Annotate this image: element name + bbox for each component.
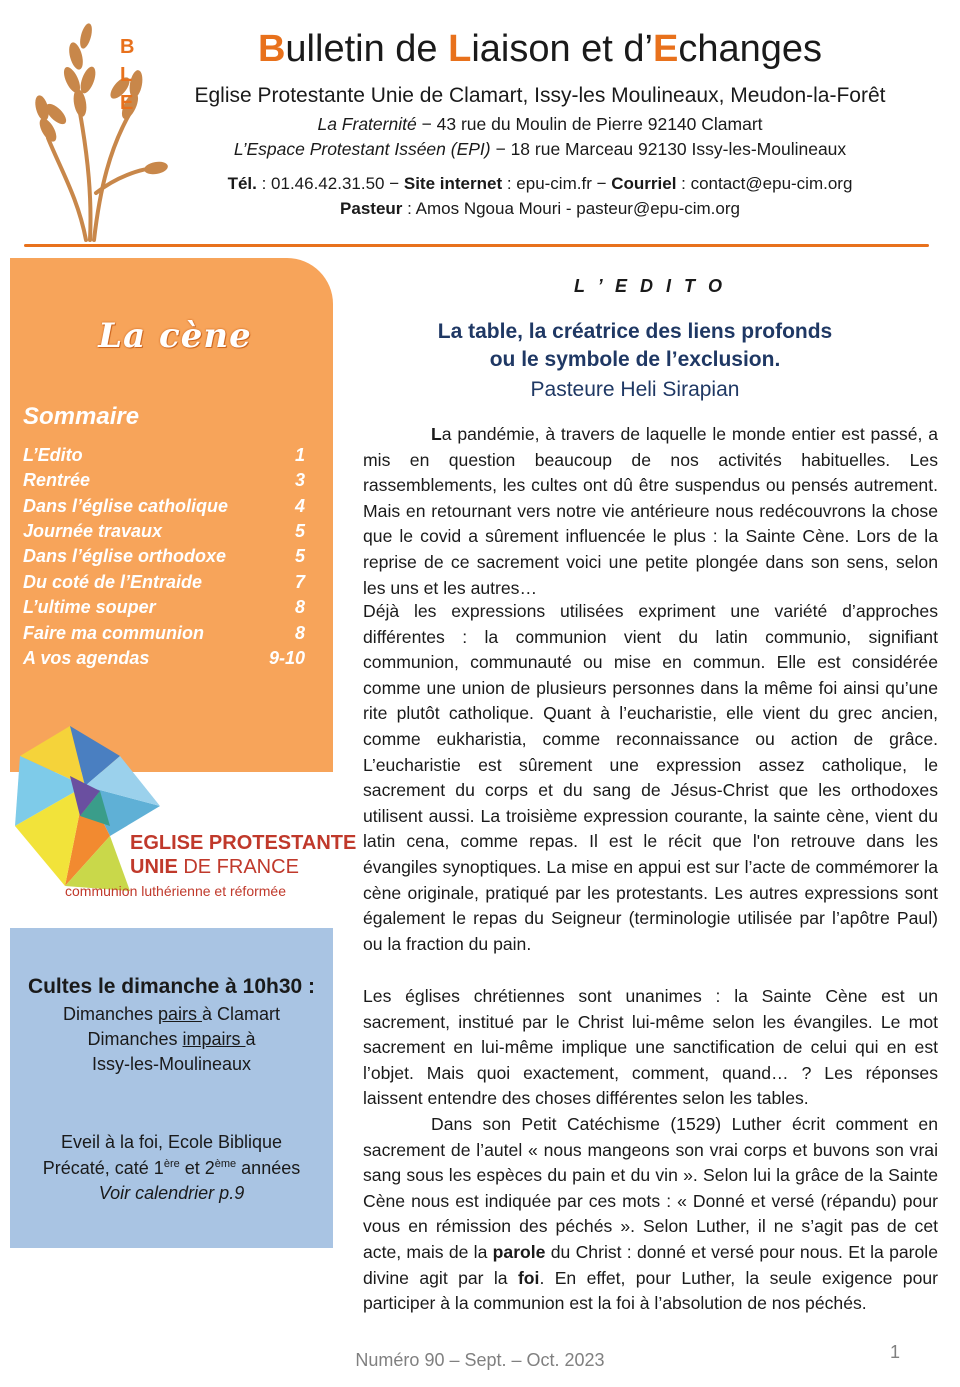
address-issy [160,139,920,160]
toc-label: Dans l’église orthodoxe [23,546,227,566]
services-odd [10,1029,333,1050]
toc-item[interactable] [23,623,305,644]
epu-logo [10,716,357,906]
article-title-line2: ou le symbole de l’exclusion. [489,348,781,371]
toc-item[interactable] [23,572,305,593]
toc-label: L’Edito [23,445,83,465]
page-number: 1 [890,1342,901,1362]
paragraph-text: Dans son Petit Catéchisme (1529) Luther écrit comment en sacrement de l’autel « nous mangeons son vrai corps et buvons son vrai sang sous les espèces du pain et du vin ». Selon lui la grâce de la Sainte Cène nous est indiquée par ces mots : « Donné et versé (répandu) pour vous en rémission des péchés ». Selon Luther, il ne s’agit pas de cet acte, mais de la [363,1114,938,1262]
pastor-line [120,199,960,219]
services-title: Cultes le dimanche à 10h30 : [27,975,316,998]
services-text: années [236,1158,301,1178]
summary-title: Sommaire [23,403,140,430]
toc-page: 9-10 [268,648,305,668]
paragraph-text: . En effet, pour Luther, la seule exigence pour participer à la communion est la foi à l’absolution de nos péchés. [363,1267,938,1314]
address-place: La Fraternité [317,114,417,134]
ble-letter: L [120,64,133,86]
epu-line2b: DE FRANCE [183,856,299,878]
epu-line2a: UNIE [130,856,184,878]
issue-number: Numéro 90 – Sept. – Oct. 2023 [355,1350,605,1370]
bold-word: foi [517,1267,540,1288]
toc-label: Du coté de l’Entraide [23,572,203,592]
services-activities: Eveil à la foi, Ecole Biblique [60,1132,283,1152]
services-calendar-link[interactable]: Voir calendrier p.9 [98,1183,245,1203]
epu-line1: EGLISE PROTESTANTE [130,832,357,854]
paragraph-text: du Christ : donné et versé pour nous. Et la parole divine agit par la [363,1241,938,1288]
toc-item[interactable] [23,445,305,466]
services-text: à Clamart [202,1004,281,1024]
title-text: ulletin de [285,28,449,70]
title-initial: B [257,28,286,70]
contact-line [120,174,960,194]
address-place: L’Espace Protestant Isséen (EPI) [233,139,491,159]
title-text: iaison et d’ [471,28,653,70]
site-label: Site internet [403,174,503,193]
ble-letter: B [120,36,135,58]
address-clamart [160,114,920,135]
toc-page: 7 [294,572,305,592]
epu-line3: communion luthérienne et réformée [65,883,287,899]
toc-label: Faire ma communion [23,623,205,643]
toc-page: 8 [294,597,305,617]
toc-page: 5 [294,546,305,566]
dropcap: L [431,424,442,444]
bold-word: parole [492,1241,546,1262]
section-heading: L ’ E D I T O [573,276,726,296]
toc-page: 8 [294,623,305,643]
paragraph-text: a pandémie, à travers de laquelle le monde entier est passé, a mis en question beaucoup de nos activités habituelles. Les rassemblements, les cultes ont dû être suspendus ou pensés autrement. Mais en retournant vers notre vie antérieure nous redécouvrons la chose que le covid a sûrement influencée le plus : la Sainte Cène. Lors de la reprise de ce sacrement voici une petite plongée dans son sens, selon les uns et les autres… [363,424,938,598]
mail-value[interactable]: : contact@epu-cim.org [676,174,853,193]
title-initial: L [448,28,472,70]
services-text: Dimanches [87,1029,183,1049]
bulletin-title [180,28,900,71]
article-title-line1: La table, la créatrice des liens profonds [437,320,833,343]
epu-line2 [130,856,299,878]
article-paragraph [363,1112,938,1317]
toc-page: 4 [294,496,305,516]
services-underline: pairs [158,1004,203,1024]
toc-item[interactable] [23,521,305,542]
services-text: à [245,1029,256,1049]
services-text: Précaté, caté 1 [42,1158,164,1178]
toc-page: 5 [294,521,305,541]
toc-item[interactable] [23,496,305,517]
toc-item[interactable] [23,546,305,567]
toc-label: Journée travaux [23,521,163,541]
services-sup: ème [214,1158,237,1170]
address-text: − 18 rue Marceau 92130 Issy-les-Moulineaux [490,139,847,159]
title-text: changes [678,28,823,70]
tel-value: : 01.46.42.31.50 − [256,174,404,193]
tel-label: Tél. [227,174,257,193]
issue-theme: La cène [98,316,252,356]
site-value[interactable]: : epu-cim.fr − [502,174,612,193]
services-sup: ère [163,1158,180,1170]
toc-item[interactable] [23,597,305,618]
title-initial: E [652,28,679,70]
services-text: et 2 [179,1158,215,1178]
header-divider [24,244,929,247]
mail-label: Courriel [611,174,677,193]
toc-item[interactable] [23,648,305,669]
services-even [10,1004,333,1025]
article-paragraph: Déjà les expressions utilisées expriment une variété d’approches différentes : la communion vient du latin communio, signifiant communion, communauté ou mise en commun. Elle est considérée comme une union de plusieurs personnes dans la même foi ainsi qu’une rite plutôt catholique. Quant à l’eucharistie, elle vient du grec ancien, comme eukharistia, comme reconnaissance ou action de grâce. L’eucharistie est sûrement une expression assez catholique, le sacrement du corps et du sang de Jésus-Christ que les orthodoxes utilisent aussi. La troisième expression courante, la sainte cène, vient du latin cena, comme repas. Il est le récit que l'on retrouve dans les évangiles synoptiques. La mise en appui est sur l’acte de commémorer la cène originale, pratiqué par les protestants. Les autres expressions sont également le repas du Seigneur (terminologie utilisée par l’apôtre Paul) ou la fraction du pain. [363,601,938,954]
address-text: − 43 rue du Moulin de Pierre 92140 Clamart [416,114,763,134]
article-paragraph: Les églises chrétiennes sont unanimes : la Sainte Cène est un sacrement, institué par le Christ lui-même selon les évangiles. Le mot sacrement en lui-même implique une sanctification de celui qui en est l’objet. Mais quoi exactement, comment, quand… ? Les réponses laissent entendre des choses différentes selon les tables. [363,986,938,1109]
article-author: Pasteure Heli Sirapian [530,378,740,401]
toc-item[interactable] [23,470,305,491]
services-place: Issy-les-Moulineaux [91,1054,252,1074]
ble-letter: E [120,92,134,114]
toc-label: Rentrée [23,470,91,490]
article-paragraph [363,422,938,601]
toc-label: A vos agendas [23,648,150,668]
services-catechism [10,1158,333,1179]
toc-page: 1 [294,445,305,465]
toc-label: Dans l’église catholique [23,496,229,516]
church-name: Eglise Protestante Unie de Clamart, Issy-les Moulineaux, Meudon-la-Forêt [194,84,886,107]
toc-label: L’ultime souper [23,597,156,617]
pastor-value: : Amos Ngoua Mouri - pasteur@epu-cim.org [402,199,740,218]
services-underline: impairs [182,1029,246,1049]
pastor-label: Pasteur [340,199,403,218]
toc-page: 3 [294,470,305,490]
services-text: Dimanches [62,1004,158,1024]
